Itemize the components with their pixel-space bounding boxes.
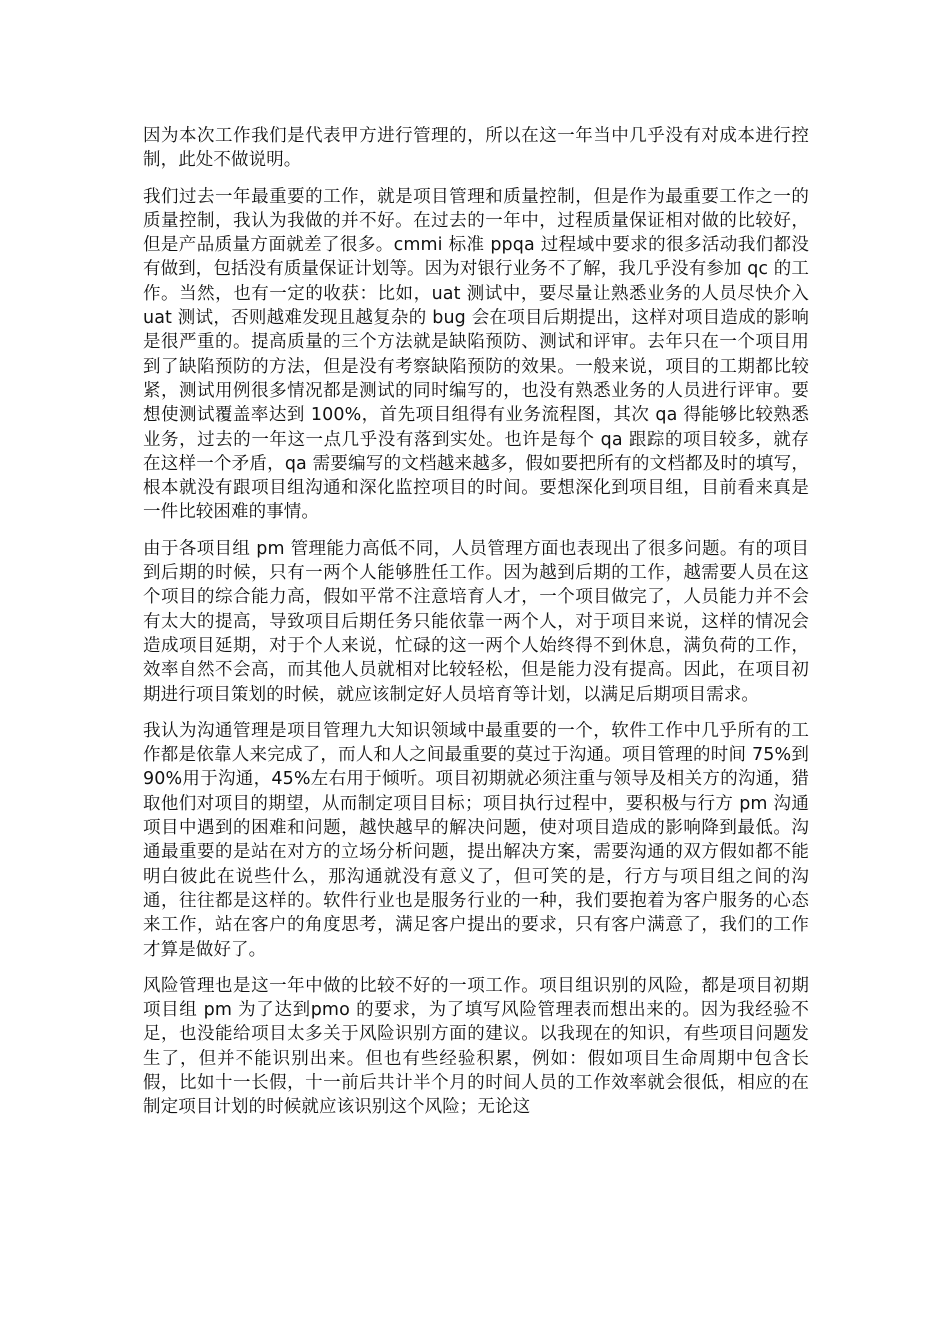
paragraph-risk-management: 风险管理也是这一年中做的比较不好的一项工作。项目组识别的风险，都是项目初期项目组 pm 为了达到pmo 的要求，为了填写风险管理表而想出来的。因为我经验不足，也没能给项目太多关于风险识别方面的建议。以我现在的知识，有些项目问题发生了，但并不能识别出来。但也有些经验积累，例如：假如项目生命周期中包含长假，比如十一长假，十一前后共计半个月的时间人员的工作效率就会很低，相应的在制定项目计划的时候就应该识别这个风险；无论这 [143, 975, 809, 1118]
paragraph-cost-control: 因为本次工作我们是代表甲方进行管理的，所以在这一年当中几乎没有对成本进行控制，此处不做说明。 [143, 126, 809, 171]
paragraph-staff-management: 由于各项目组 pm 管理能力高低不同，人员管理方面也表现出了很多问题。有的项目到后期的时候，只有一两个人能够胜任工作。因为越到后期的工作，越需要人员在这个项目的综合能力高，假如平常不注意培育人才，一个项目做完了，人员能力并不会有太大的提高，导致项目后期任务只能依靠一两个人，对于项目来说，这样的情况会造成项目延期，对于个人来说，忙碌的这一两个人始终得不到休息，满负荷的工作，效率自然不会高，而其他人员就相对比较轻松，但是能力没有提高。因此，在项目初期进行项目策划的时候，就应该制定好人员培育等计划，以满足后期项目需求。 [143, 538, 809, 705]
paragraph-communication-management: 我认为沟通管理是项目管理九大知识领域中最重要的一个，软件工作中几乎所有的工作都是依靠人来完成了，而人和人之间最重要的莫过于沟通。项目管理的时间 75%到 90%用于沟通，45%左右用于倾听。项目初期就必须注重与领导及相关方的沟通，猎取他们对项目的期望，从而制定项目目标；项目执行过程中，要积极与行方 pm 沟通项目中遇到的困难和问题，越快越早的解决问题，使对项目造成的影响降到最低。沟通最重要的是站在对方的立场分析问题，提出解决方案，需要沟通的双方假如都不能明白彼此在说些什么，那沟通就没有意义了，但可笑的是，行方与项目组之间的沟通，往往都是这样的。软件行业也是服务行业的一种，我们要抱着为客户服务的心态来工作，站在客户的角度思考，满足客户提出的要求，只有客户满意了，我们的工作才算是做好了。 [143, 720, 809, 960]
document-page [143, 124, 809, 1132]
paragraph-quality-control: 我们过去一年最重要的工作，就是项目管理和质量控制，但是作为最重要工作之一的质量控制，我认为我做的并不好。在过去的一年中，过程质量保证相对做的比较好，但是产品质量方面就差了很多。cmmi 标准 ppqa 过程域中要求的很多活动我们都没有做到，包括没有质量保证计划等。因为对银行业务不了解，我几乎没有参加 qc 的工作。当然，也有一定的收获：比如，uat 测试中，要尽量让熟悉业务的人员尽快介入 uat 测试，否则越难发现且越复杂的 bug 会在项目后期提出，这样对项目造成的影响是很严重的。提高质量的三个方法就是缺陷预防、测试和评审。去年只在一个项目用到了缺陷预防的方法，但是没有考察缺陷预防的效果。一般来说，项目的工期都比较紧，测试用例很多情况都是测试的同时编写的，也没有熟悉业务的人员进行评审。要想使测试覆盖率达到 100%，首先项目组得有业务流程图，其次 qa 得能够比较熟悉业务，过去的一年这一点几乎没有落到实处。也许是每个 qa 跟踪的项目较多，就存在这样一个矛盾，qa 需要编写的文档越来越多，假如要把所有的文档都及时的填写，根本就没有跟项目组沟通和深化监控项目的时间。要想深化到项目组，目前看来真是一件比较困难的事情。 [143, 186, 809, 523]
